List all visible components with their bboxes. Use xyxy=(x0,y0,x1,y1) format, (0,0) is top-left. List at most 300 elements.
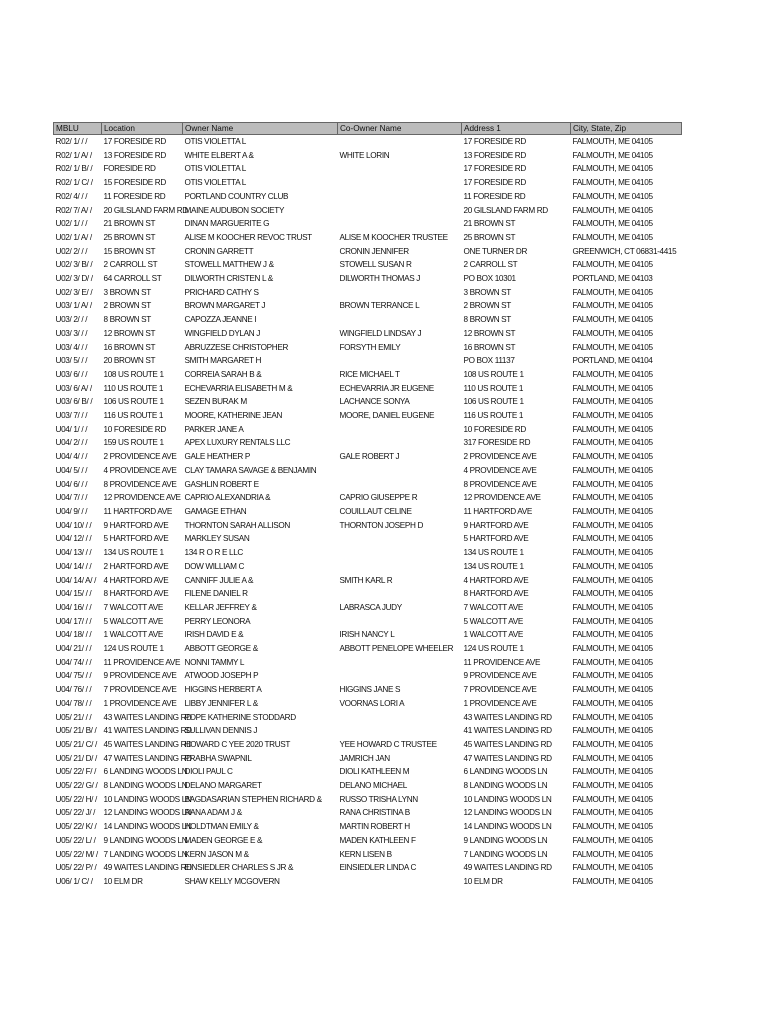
address-cell: 3 BROWN ST xyxy=(463,287,511,297)
address-cell: ONE TURNER DR xyxy=(463,246,528,256)
table-row xyxy=(54,779,682,793)
mblu-cell: U03/ 6/ / / xyxy=(55,369,88,379)
address-cell: 9 LANDING WOODS LN xyxy=(463,835,548,845)
location-cell: 25 BROWN ST xyxy=(103,232,156,242)
owner-name-cell: PRICHARD CATHY S xyxy=(184,287,259,297)
address-cell: 116 US ROUTE 1 xyxy=(463,411,524,421)
location-cell: 12 PROVIDENCE AVE xyxy=(103,493,181,503)
mblu-cell: U03/ 7/ / / xyxy=(55,411,88,421)
co-owner-name-cell: MOORE, DANIEL EUGENE xyxy=(339,411,435,421)
owner-name-cell: MAINE AUDUBON SOCIETY xyxy=(184,205,285,215)
address-cell: 49 WAITES LANDING RD xyxy=(463,863,552,873)
mblu-cell: U05/ 21/ B/ / xyxy=(55,726,97,736)
mblu-cell: U04/ 12/ / / xyxy=(55,534,92,544)
address-cell: PO BOX 10301 xyxy=(463,274,516,284)
city-state-zip-cell: FALMOUTH, ME 04105 xyxy=(572,506,653,516)
table-row xyxy=(54,848,682,862)
co-owner-name-cell xyxy=(338,669,462,683)
owner-name-cell: NONNI TAMMY L xyxy=(184,657,245,667)
mblu-cell: U02/ 3/ B/ / xyxy=(55,260,93,270)
owner-name-cell: HOLDTMAN EMILY & xyxy=(184,822,259,832)
city-state-zip-cell: FALMOUTH, ME 04105 xyxy=(572,287,653,297)
city-state-zip-cell: FALMOUTH, ME 04105 xyxy=(572,739,653,749)
owner-name-cell: RANA ADAM J & xyxy=(184,808,242,818)
location-cell: 6 LANDING WOODS LN xyxy=(103,767,188,777)
address-cell: 12 PROVIDENCE AVE xyxy=(463,493,541,503)
owner-name-cell: KELLAR JEFFREY & xyxy=(184,602,257,612)
location-cell: 5 WALCOTT AVE xyxy=(103,616,163,626)
city-state-zip-cell: FALMOUTH, ME 04105 xyxy=(572,534,653,544)
table-row xyxy=(54,806,682,820)
mblu-cell: U05/ 22/ L/ / xyxy=(55,835,96,845)
address-cell: 8 HARTFORD AVE xyxy=(463,589,529,599)
mblu-cell: U03/ 2/ / / xyxy=(55,315,88,325)
location-cell: 11 HARTFORD AVE xyxy=(103,506,172,516)
address-cell: 17 FORESIDE RD xyxy=(463,164,526,174)
address-cell: 106 US ROUTE 1 xyxy=(463,397,524,407)
location-cell: 8 PROVIDENCE AVE xyxy=(103,479,177,489)
co-owner-name-cell xyxy=(338,724,462,738)
table-row xyxy=(54,231,682,245)
co-owner-name-cell xyxy=(338,875,462,889)
location-cell: 3 BROWN ST xyxy=(103,287,151,297)
location-cell: 43 WAITES LANDING RD xyxy=(103,712,192,722)
mblu-cell: U02/ 3/ D/ / xyxy=(55,274,93,284)
co-owner-name-cell: ALISE M KOOCHER TRUSTEE xyxy=(339,232,448,242)
location-cell: FORESIDE RD xyxy=(103,164,156,174)
location-cell: 20 BROWN ST xyxy=(103,356,156,366)
owner-name-cell: PARKER JANE A xyxy=(184,424,244,434)
owner-name-cell: BAGDASARIAN STEPHEN RICHARD & xyxy=(184,794,322,804)
co-owner-name-cell xyxy=(338,204,462,218)
mblu-cell: U03/ 4/ / / xyxy=(55,342,88,352)
city-state-zip-cell: FALMOUTH, ME 04105 xyxy=(572,753,653,763)
location-cell: 2 HARTFORD AVE xyxy=(103,561,169,571)
address-cell: 41 WAITES LANDING RD xyxy=(463,726,552,736)
header-owner-name: Owner Name xyxy=(183,123,338,135)
mblu-cell: U04/ 78/ / / xyxy=(55,698,92,708)
city-state-zip-cell: FALMOUTH, ME 04105 xyxy=(572,657,653,667)
address-cell: 45 WAITES LANDING RD xyxy=(463,739,552,749)
co-owner-name-cell: ECHEVARRIA JR EUGENE xyxy=(339,383,434,393)
co-owner-name-cell: ABBOTT PENELOPE WHEELER xyxy=(339,644,454,654)
co-owner-name-cell xyxy=(338,546,462,560)
address-cell: 20 GILSLAND FARM RD xyxy=(463,205,548,215)
mblu-cell: U05/ 21/ / / xyxy=(55,712,92,722)
co-owner-name-cell: VOORNAS LORI A xyxy=(339,698,405,708)
co-owner-name-cell: SMITH KARL R xyxy=(339,575,393,585)
table-row xyxy=(54,313,682,327)
table-row xyxy=(54,724,682,738)
location-cell: 11 PROVIDENCE AVE xyxy=(103,657,181,667)
table-row xyxy=(54,642,682,656)
header-co-owner-name: Co-Owner Name xyxy=(338,123,462,135)
location-cell: 10 ELM DR xyxy=(103,876,143,886)
city-state-zip-cell: FALMOUTH, ME 04105 xyxy=(572,876,653,886)
city-state-zip-cell: FALMOUTH, ME 04105 xyxy=(572,849,653,859)
mblu-cell: U05/ 22/ K/ / xyxy=(55,822,97,832)
address-cell: 2 PROVIDENCE AVE xyxy=(463,452,537,462)
location-cell: 124 US ROUTE 1 xyxy=(103,644,164,654)
location-cell: 116 US ROUTE 1 xyxy=(103,411,164,421)
location-cell: 8 BROWN ST xyxy=(103,315,151,325)
co-owner-name-cell xyxy=(338,176,462,190)
owner-name-cell: FILENE DANIEL R xyxy=(184,589,248,599)
city-state-zip-cell: FALMOUTH, ME 04105 xyxy=(572,424,653,434)
table-row xyxy=(54,464,682,478)
address-cell: 7 LANDING WOODS LN xyxy=(463,849,548,859)
mblu-cell: U04/ 13/ / / xyxy=(55,548,92,558)
owner-name-cell: DIOLI PAUL C xyxy=(184,767,233,777)
address-cell: 5 WALCOTT AVE xyxy=(463,616,523,626)
mblu-cell: U04/ 10/ / / xyxy=(55,520,92,530)
table-row xyxy=(54,560,682,574)
mblu-cell: U04/ 17/ / / xyxy=(55,616,92,626)
table-row xyxy=(54,327,682,341)
co-owner-name-cell: EINSIEDLER LINDA C xyxy=(339,863,417,873)
table-row xyxy=(54,765,682,779)
address-cell: 124 US ROUTE 1 xyxy=(463,644,524,654)
address-cell: 8 BROWN ST xyxy=(463,315,511,325)
co-owner-name-cell: RICE MICHAEL T xyxy=(339,369,400,379)
table-row xyxy=(54,669,682,683)
location-cell: 13 FORESIDE RD xyxy=(103,150,166,160)
co-owner-name-cell: MARTIN ROBERT H xyxy=(339,822,410,832)
table-row xyxy=(54,861,682,875)
location-cell: 12 LANDING WOODS LN xyxy=(103,808,192,818)
owner-name-cell: SHAW KELLY MCGOVERN xyxy=(184,876,280,886)
table-row xyxy=(54,135,682,149)
co-owner-name-cell: THORNTON JOSEPH D xyxy=(339,520,424,530)
co-owner-name-cell xyxy=(338,190,462,204)
mblu-cell: U03/ 6/ A/ / xyxy=(55,383,92,393)
address-cell: 12 LANDING WOODS LN xyxy=(463,808,552,818)
city-state-zip-cell: FALMOUTH, ME 04105 xyxy=(572,863,653,873)
owner-name-cell: IRISH DAVID E & xyxy=(184,630,244,640)
mblu-cell: U02/ 1/ A/ / xyxy=(55,232,92,242)
city-state-zip-cell: GREENWICH, CT 06831-4415 xyxy=(572,246,677,256)
city-state-zip-cell: FALMOUTH, ME 04105 xyxy=(572,260,653,270)
location-cell: 5 HARTFORD AVE xyxy=(103,534,169,544)
table-row xyxy=(54,272,682,286)
owner-name-cell: HOWARD C YEE 2020 TRUST xyxy=(184,739,291,749)
city-state-zip-cell: FALMOUTH, ME 04105 xyxy=(572,397,653,407)
address-cell: 10 ELM DR xyxy=(463,876,503,886)
location-cell: 4 HARTFORD AVE xyxy=(103,575,169,585)
address-cell: 16 BROWN ST xyxy=(463,342,516,352)
address-cell: 10 LANDING WOODS LN xyxy=(463,794,552,804)
location-cell: 49 WAITES LANDING RD xyxy=(103,863,192,873)
city-state-zip-cell: FALMOUTH, ME 04105 xyxy=(572,219,653,229)
address-cell: 134 US ROUTE 1 xyxy=(463,561,524,571)
owner-name-cell: ATWOOD JOSEPH P xyxy=(184,671,259,681)
table-row xyxy=(54,574,682,588)
owner-name-cell: SEZEN BURAK M xyxy=(184,397,247,407)
co-owner-name-cell xyxy=(338,354,462,368)
owner-name-cell: CAPRIO ALEXANDRIA & xyxy=(184,493,271,503)
mblu-cell: U05/ 22/ F/ / xyxy=(55,767,97,777)
address-cell: 110 US ROUTE 1 xyxy=(463,383,524,393)
co-owner-name-cell: JAMRICH JAN xyxy=(339,753,390,763)
location-cell: 14 LANDING WOODS LN xyxy=(103,822,192,832)
address-cell: 9 PROVIDENCE AVE xyxy=(463,671,537,681)
mblu-cell: R02/ 1/ A/ / xyxy=(55,150,92,160)
co-owner-name-cell: HIGGINS JANE S xyxy=(339,685,401,695)
mblu-cell: U04/ 14/ A/ / xyxy=(55,575,97,585)
co-owner-name-cell: KERN LISEN B xyxy=(339,849,392,859)
owner-name-cell: SULLIVAN DENNIS J xyxy=(184,726,258,736)
location-cell: 11 FORESIDE RD xyxy=(103,191,166,201)
mblu-cell: U03/ 6/ B/ / xyxy=(55,397,93,407)
location-cell: 9 PROVIDENCE AVE xyxy=(103,671,177,681)
city-state-zip-cell: FALMOUTH, ME 04105 xyxy=(572,575,653,585)
table-row xyxy=(54,217,682,231)
location-cell: 45 WAITES LANDING RD xyxy=(103,739,192,749)
city-state-zip-cell: FALMOUTH, ME 04105 xyxy=(572,548,653,558)
table-row xyxy=(54,834,682,848)
address-cell: 7 WALCOTT AVE xyxy=(463,602,523,612)
table-row xyxy=(54,450,682,464)
mblu-cell: U04/ 5/ / / xyxy=(55,465,88,475)
header-row xyxy=(54,123,682,135)
address-cell: 47 WAITES LANDING RD xyxy=(463,753,552,763)
table-row xyxy=(54,409,682,423)
location-cell: 10 LANDING WOODS LN xyxy=(103,794,192,804)
mblu-cell: U04/ 2/ / / xyxy=(55,438,88,448)
owner-name-cell: EINSIEDLER CHARLES S JR & xyxy=(184,863,294,873)
mblu-cell: U05/ 22/ J/ / xyxy=(55,808,96,818)
city-state-zip-cell: FALMOUTH, ME 04105 xyxy=(572,561,653,571)
address-cell: 2 CARROLL ST xyxy=(463,260,518,270)
owner-name-cell: MOORE, KATHERINE JEAN xyxy=(184,411,283,421)
mblu-cell: U02/ 2/ / / xyxy=(55,246,88,256)
mblu-cell: U04/ 6/ / / xyxy=(55,479,88,489)
table-row xyxy=(54,546,682,560)
co-owner-name-cell: RUSSO TRISHA LYNN xyxy=(339,794,418,804)
table-row xyxy=(54,683,682,697)
owner-name-cell: BROWN MARGARET J xyxy=(184,301,266,311)
owner-name-cell: ECHEVARRIA ELISABETH M & xyxy=(184,383,293,393)
address-cell: 317 FORESIDE RD xyxy=(463,438,531,448)
location-cell: 1 PROVIDENCE AVE xyxy=(103,698,177,708)
address-cell: 134 US ROUTE 1 xyxy=(463,548,524,558)
address-cell: 8 LANDING WOODS LN xyxy=(463,781,548,791)
location-cell: 1 WALCOTT AVE xyxy=(103,630,163,640)
mblu-cell: R02/ 1/ C/ / xyxy=(55,178,93,188)
address-cell: 2 BROWN ST xyxy=(463,301,511,311)
location-cell: 8 LANDING WOODS LN xyxy=(103,781,188,791)
table-row xyxy=(54,478,682,492)
location-cell: 16 BROWN ST xyxy=(103,342,156,352)
city-state-zip-cell: FALMOUTH, ME 04105 xyxy=(572,685,653,695)
location-cell: 110 US ROUTE 1 xyxy=(103,383,164,393)
mblu-cell: U04/ 74/ / / xyxy=(55,657,92,667)
city-state-zip-cell: FALMOUTH, ME 04105 xyxy=(572,137,653,146)
co-owner-name-cell xyxy=(338,135,462,149)
address-cell: 1 WALCOTT AVE xyxy=(463,630,523,640)
header-mblu: MBLU xyxy=(54,123,102,135)
table-row xyxy=(54,738,682,752)
table-row xyxy=(54,354,682,368)
address-cell: 8 PROVIDENCE AVE xyxy=(463,479,537,489)
table-row xyxy=(54,628,682,642)
mblu-cell: U04/ 1/ / / xyxy=(55,424,88,434)
address-cell: 1 PROVIDENCE AVE xyxy=(463,698,537,708)
co-owner-name-cell: GALE ROBERT J xyxy=(339,452,400,462)
table-row xyxy=(54,286,682,300)
table-row xyxy=(54,532,682,546)
co-owner-name-cell xyxy=(338,615,462,629)
city-state-zip-cell: FALMOUTH, ME 04105 xyxy=(572,411,653,421)
mblu-cell: U04/ 16/ / / xyxy=(55,602,92,612)
co-owner-name-cell xyxy=(338,436,462,450)
owner-name-cell: LIBBY JENNIFER L & xyxy=(184,698,258,708)
city-state-zip-cell: FALMOUTH, ME 04105 xyxy=(572,150,653,160)
mblu-cell: U05/ 22/ M/ / xyxy=(55,849,98,859)
owner-name-cell: DOW WILLIAM C xyxy=(184,561,245,571)
table-row xyxy=(54,656,682,670)
co-owner-name-cell: STOWELL SUSAN R xyxy=(339,260,412,270)
table-row xyxy=(54,190,682,204)
city-state-zip-cell: PORTLAND, ME 04104 xyxy=(572,356,653,366)
owner-name-cell: GAMAGE ETHAN xyxy=(184,506,247,516)
address-cell: 108 US ROUTE 1 xyxy=(463,369,524,379)
city-state-zip-cell: FALMOUTH, ME 04105 xyxy=(572,602,653,612)
location-cell: 47 WAITES LANDING RD xyxy=(103,753,192,763)
city-state-zip-cell: PORTLAND, ME 04103 xyxy=(572,274,653,284)
location-cell: 41 WAITES LANDING RD xyxy=(103,726,192,736)
table-row xyxy=(54,711,682,725)
table-row xyxy=(54,204,682,218)
owner-name-cell: STOWELL MATTHEW J & xyxy=(184,260,274,270)
owner-name-cell: PERRY LEONORA xyxy=(184,616,251,626)
address-cell: 5 HARTFORD AVE xyxy=(463,534,529,544)
owner-name-cell: POPE KATHERINE STODDARD xyxy=(184,712,296,722)
owner-name-cell: KERN JASON M & xyxy=(184,849,249,859)
mblu-cell: U04/ 21/ / / xyxy=(55,644,92,654)
address-cell: PO BOX 11137 xyxy=(463,356,515,366)
co-owner-name-cell: YEE HOWARD C TRUSTEE xyxy=(339,739,437,749)
location-cell: 134 US ROUTE 1 xyxy=(103,548,164,558)
owner-name-cell: ABBOTT GEORGE & xyxy=(184,644,258,654)
co-owner-name-cell: LACHANCE SONYA xyxy=(339,397,410,407)
location-cell: 7 PROVIDENCE AVE xyxy=(103,685,177,695)
city-state-zip-cell: FALMOUTH, ME 04105 xyxy=(572,369,653,379)
co-owner-name-cell xyxy=(338,286,462,300)
co-owner-name-cell xyxy=(338,711,462,725)
table-row xyxy=(54,601,682,615)
city-state-zip-cell: FALMOUTH, ME 04105 xyxy=(572,205,653,215)
co-owner-name-cell xyxy=(338,560,462,574)
mblu-cell: R02/ 4/ / / xyxy=(55,191,88,201)
co-owner-name-cell: CRONIN JENNIFER xyxy=(339,246,409,256)
address-cell: 10 FORESIDE RD xyxy=(463,424,526,434)
co-owner-name-cell: LABRASCA JUDY xyxy=(339,602,402,612)
mblu-cell: R02/ 7/ A/ / xyxy=(55,205,92,215)
table-row xyxy=(54,793,682,807)
city-state-zip-cell: FALMOUTH, ME 04105 xyxy=(572,644,653,654)
location-cell: 9 LANDING WOODS LN xyxy=(103,835,188,845)
location-cell: 64 CARROLL ST xyxy=(103,274,162,284)
address-cell: 17 FORESIDE RD xyxy=(463,137,526,146)
co-owner-name-cell: BROWN TERRANCE L xyxy=(339,301,420,311)
location-cell: 2 BROWN ST xyxy=(103,301,151,311)
table-row xyxy=(54,505,682,519)
city-state-zip-cell: FALMOUTH, ME 04105 xyxy=(572,589,653,599)
property-owner-sheet xyxy=(53,122,681,889)
table-row xyxy=(54,875,682,889)
mblu-cell: U04/ 14/ / / xyxy=(55,561,92,571)
owner-table xyxy=(53,122,682,889)
owner-name-cell: ABRUZZESE CHRISTOPHER xyxy=(184,342,289,352)
mblu-cell: U02/ 1/ / / xyxy=(55,219,88,229)
address-cell: 43 WAITES LANDING RD xyxy=(463,712,552,722)
mblu-cell: U02/ 3/ E/ / xyxy=(55,287,93,297)
city-state-zip-cell: FALMOUTH, ME 04105 xyxy=(572,479,653,489)
address-cell: 14 LANDING WOODS LN xyxy=(463,822,552,832)
city-state-zip-cell: FALMOUTH, ME 04105 xyxy=(572,438,653,448)
owner-name-cell: DILWORTH CRISTEN L & xyxy=(184,274,273,284)
city-state-zip-cell: FALMOUTH, ME 04105 xyxy=(572,794,653,804)
co-owner-name-cell: WHITE LORIN xyxy=(339,150,390,160)
header-city-state-zip: City, State, Zip xyxy=(571,123,682,135)
co-owner-name-cell: MADEN KATHLEEN F xyxy=(339,835,416,845)
owner-name-cell: THORNTON SARAH ALLISON xyxy=(184,520,290,530)
table-row xyxy=(54,615,682,629)
city-state-zip-cell: FALMOUTH, ME 04105 xyxy=(572,616,653,626)
address-cell: 11 HARTFORD AVE xyxy=(463,506,532,516)
table-row xyxy=(54,752,682,766)
mblu-cell: U05/ 22/ G/ / xyxy=(55,781,98,791)
co-owner-name-cell xyxy=(338,423,462,437)
city-state-zip-cell: FALMOUTH, ME 04105 xyxy=(572,712,653,722)
table-row xyxy=(54,341,682,355)
co-owner-name-cell: DELANO MICHAEL xyxy=(339,781,407,791)
co-owner-name-cell xyxy=(338,464,462,478)
table-row xyxy=(54,162,682,176)
address-cell: 13 FORESIDE RD xyxy=(463,150,526,160)
address-cell: 12 BROWN ST xyxy=(463,328,516,338)
location-cell: 20 GILSLAND FARM RD xyxy=(103,205,188,215)
co-owner-name-cell: DILWORTH THOMAS J xyxy=(339,274,420,284)
address-cell: 4 HARTFORD AVE xyxy=(463,575,529,585)
table-row xyxy=(54,176,682,190)
owner-name-cell: CRONIN GARRETT xyxy=(184,246,254,256)
city-state-zip-cell: FALMOUTH, ME 04105 xyxy=(572,767,653,777)
mblu-cell: R02/ 1/ B/ / xyxy=(55,164,93,174)
table-header xyxy=(54,123,682,135)
mblu-cell: U05/ 22/ P/ / xyxy=(55,863,97,873)
mblu-cell: U04/ 4/ / / xyxy=(55,452,88,462)
location-cell: 106 US ROUTE 1 xyxy=(103,397,164,407)
owner-name-cell: DINAN MARGUERITE G xyxy=(184,219,270,229)
location-cell: 15 BROWN ST xyxy=(103,246,156,256)
location-cell: 2 CARROLL ST xyxy=(103,260,158,270)
header-location: Location xyxy=(102,123,183,135)
city-state-zip-cell: FALMOUTH, ME 04105 xyxy=(572,493,653,503)
city-state-zip-cell: FALMOUTH, ME 04105 xyxy=(572,465,653,475)
city-state-zip-cell: FALMOUTH, ME 04105 xyxy=(572,191,653,201)
city-state-zip-cell: FALMOUTH, ME 04105 xyxy=(572,178,653,188)
city-state-zip-cell: FALMOUTH, ME 04105 xyxy=(572,342,653,352)
mblu-cell: U03/ 3/ / / xyxy=(55,328,88,338)
table-row xyxy=(54,382,682,396)
mblu-cell: U04/ 75/ / / xyxy=(55,671,92,681)
co-owner-name-cell xyxy=(338,587,462,601)
table-row xyxy=(54,697,682,711)
owner-name-cell: WHITE ELBERT A & xyxy=(184,150,254,160)
city-state-zip-cell: FALMOUTH, ME 04105 xyxy=(572,781,653,791)
